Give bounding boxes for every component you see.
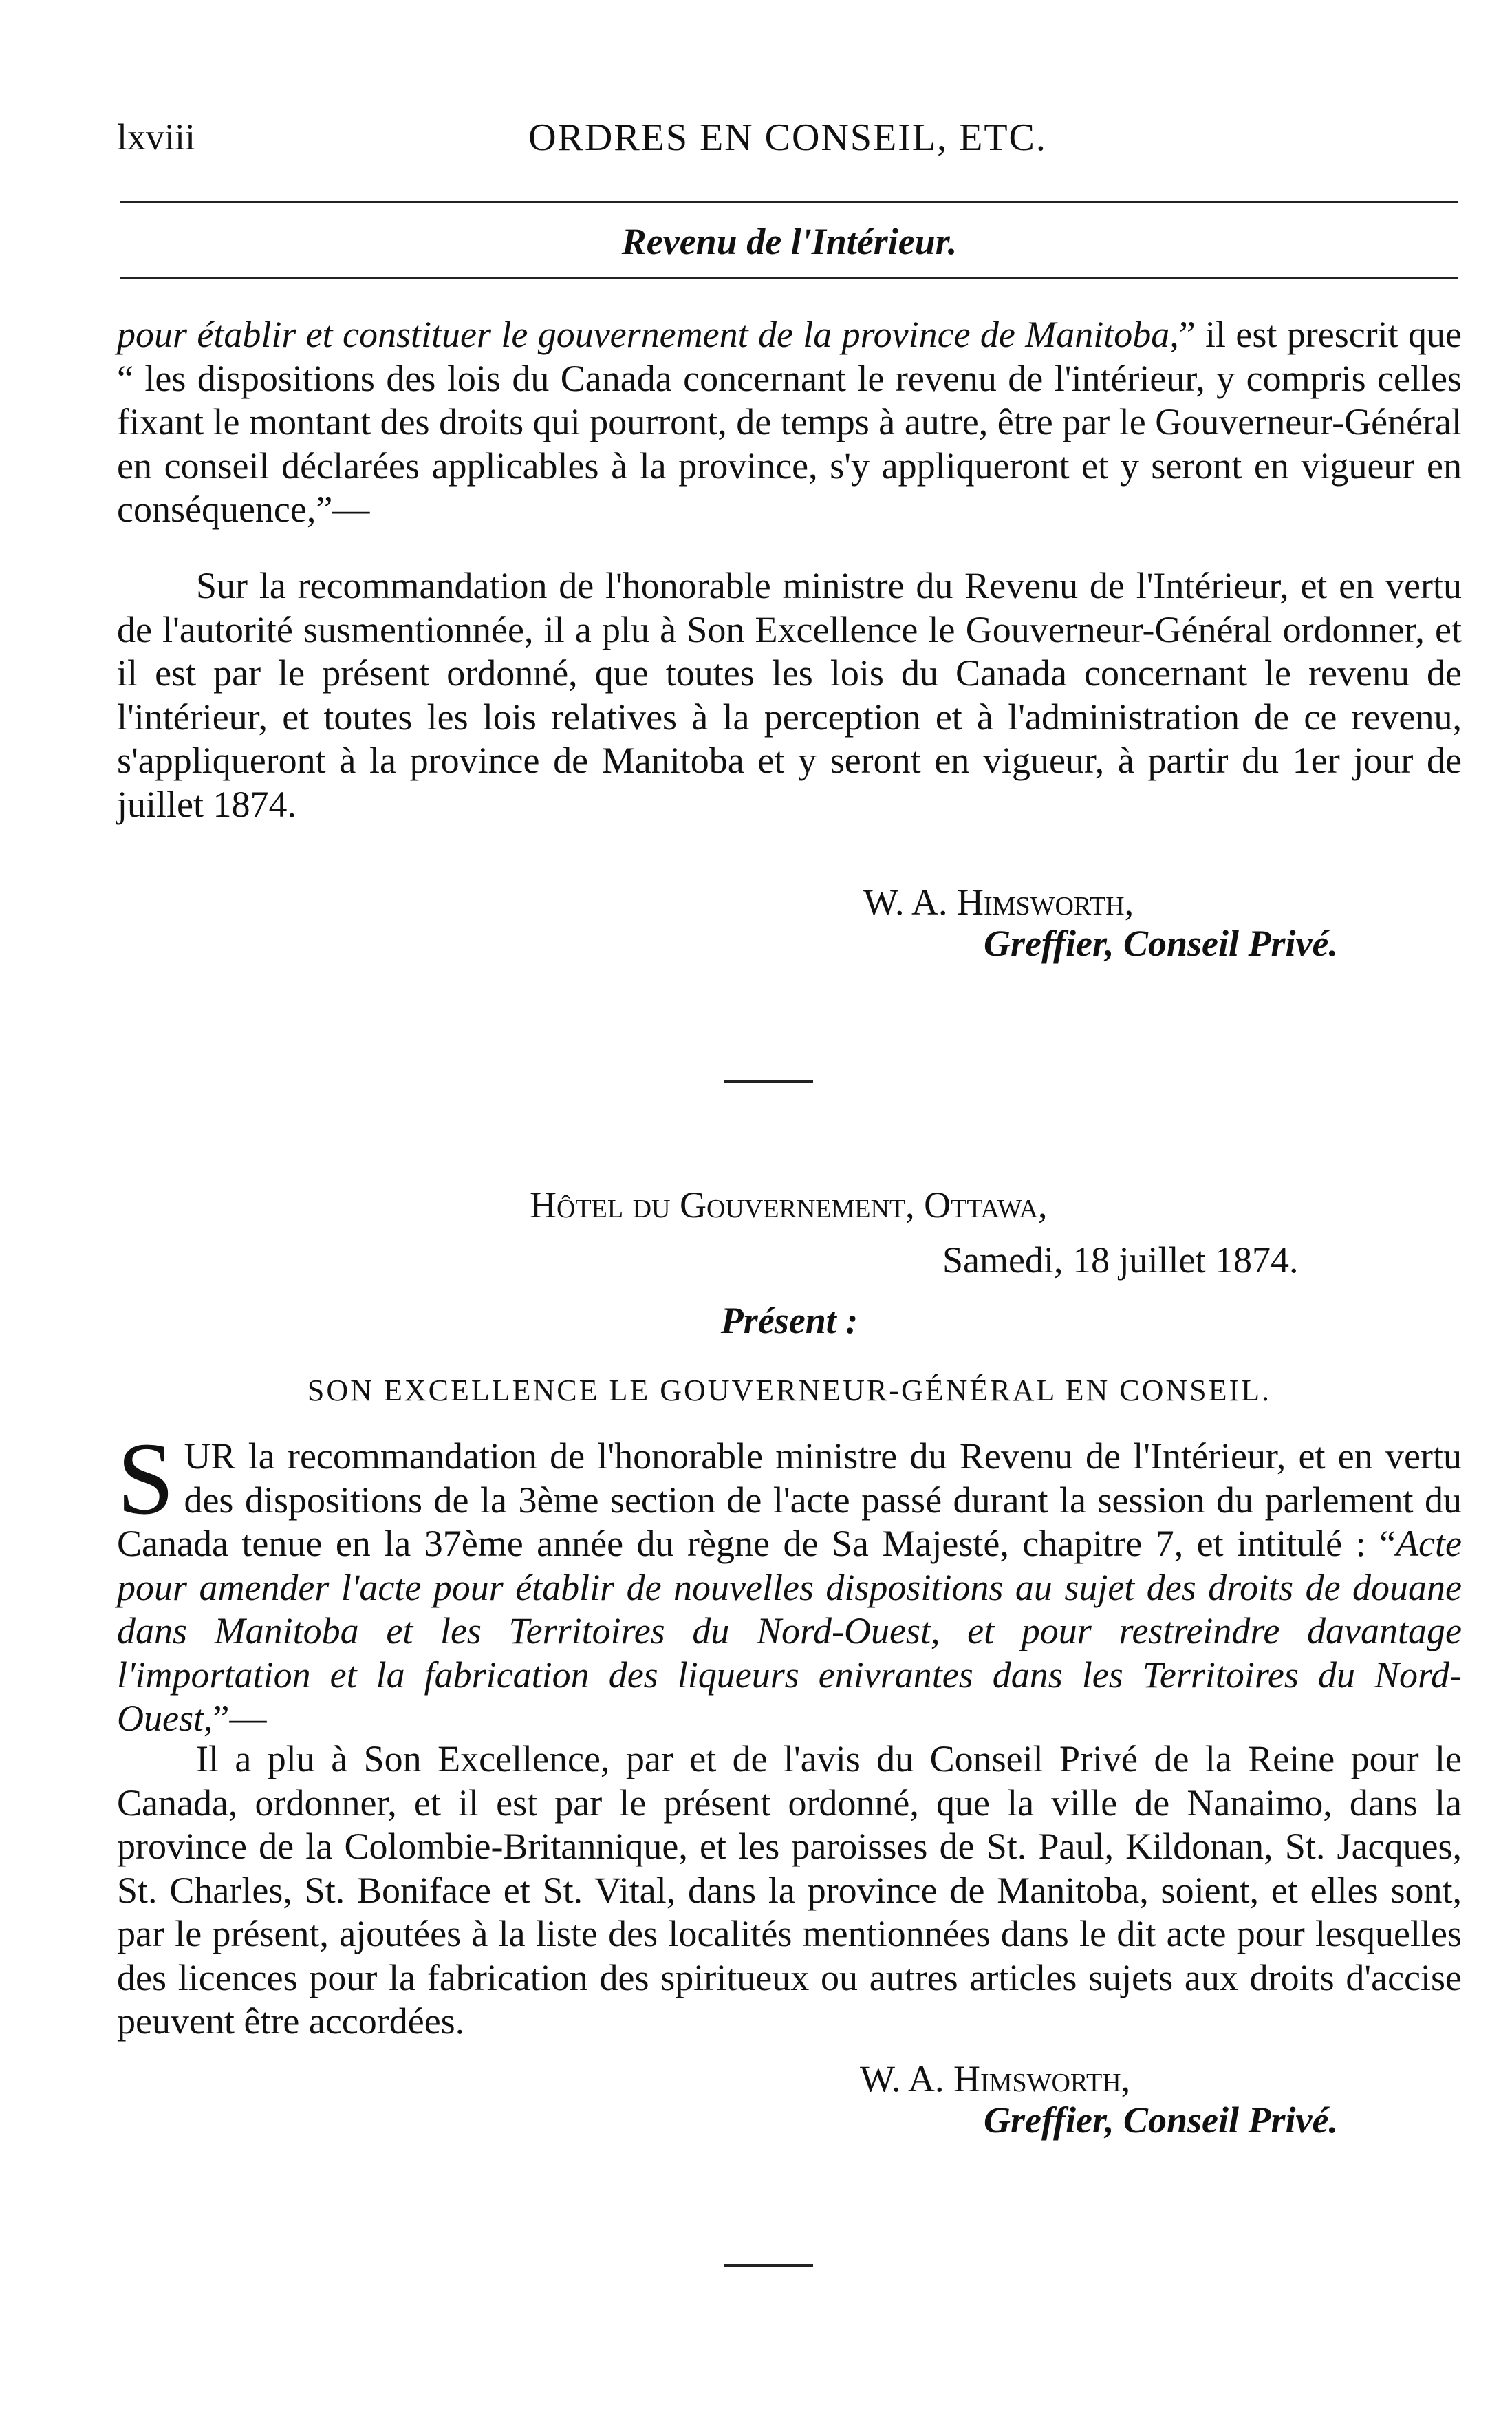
order2-paragraph-1 — [117, 1422, 1462, 1741]
order1-act-title: pour établir et constituer le gouvernement de la province de Manitoba, — [117, 314, 1179, 355]
section-divider — [724, 1080, 813, 1083]
order2-paragraph-2: Il a plu à Son Excellence, par et de l'avis du Conseil Privé de la Reine pour le Canada, ordonner, et il est par le présent ordonné, que la ville de Nanaimo, dans la province de la Colombie-Britannique, et les paroisses de St. Paul, Kildonan, St. Jacques, St. Charles, St. Boniface et St. Vital, dans la province de Manitoba, soient, et elles sont, par le présent, ajoutées à la liste des localités mentionnées dans le dit acte pour lesquelles des licences pour la fabrication des spiritueux ou autres articles sujets aux droits d'accise peuvent être accordées. — [117, 1738, 1462, 2042]
order2-paragraph-1-end: ”— — [213, 1698, 267, 1739]
running-header — [117, 116, 1458, 171]
order2-act-title: Acte pour amender l'acte pour établir de nouvelles dispositions au sujet des droits de douane dans Manitoba et les Territoires du Nord-Ouest, et pour restreindre davantage l'importation et la fabrication des liqueurs enivrantes dans les Territoires du Nord-Ouest, — [117, 1523, 1462, 1739]
order1-paragraph-1 — [117, 313, 1462, 532]
order2-paragraph-1-text: UR la recommandation de l'honorable ministre du Revenu de l'Intérieur, et en vertu des dispositions de la 3ème section de l'acte passé durant la session du parlement du Canada tenue en la 37ème année du règne de Sa Majesté, chapitre 7, et intitulé : “ — [117, 1435, 1462, 1564]
order2-signature-title: Greffier, Conseil Privé. — [984, 2099, 1338, 2141]
drop-cap: S — [117, 1422, 175, 1536]
order2-council-heading: SON EXCELLENCE LE GOUVERNEUR-GÉNÉRAL EN CONSEIL. — [307, 1373, 1272, 1407]
order1-signature-title: Greffier, Conseil Privé. — [984, 923, 1338, 964]
order2-present-heading: Présent : — [720, 1300, 858, 1341]
order2-date: Samedi, 18 juillet 1874. — [942, 1239, 1299, 1281]
order2-signature-name: W. A. Himsworth, — [860, 2058, 1131, 2099]
running-title: ORDRES EN CONSEIL, ETC. — [528, 116, 1047, 159]
order1-signature-name: W. A. Himsworth, — [863, 881, 1134, 923]
section-title: Revenu de l'Intérieur. — [621, 221, 958, 262]
end-divider — [724, 2264, 813, 2267]
order1-paragraph-2: Sur la recommandation de l'honorable ministre du Revenu de l'Intérieur, et en vertu de l'autorité susmentionnée, il a plu à Son Excellence le Gouverneur-Général ordonner, et il est par le présent ordonné, que toutes les lois du Canada concernant le revenu de l'intérieur, et toutes les lois relatives à la perception et à l'administration de ce revenu, s'appliqueront à la province de Manitoba et y seront en vigueur, à partir du 1er jour de juillet 1874. — [117, 565, 1462, 825]
page-number: lxviii — [117, 116, 196, 158]
order2-location: Hôtel du Gouvernement, Ottawa, — [530, 1184, 1048, 1226]
header-rule-top — [120, 201, 1458, 203]
header-rule-bottom — [120, 277, 1458, 279]
order1-paragraph-1-text: ” il est prescrit que “ les dispositions des lois du Canada concernant le revenu de l'intérieur, y compris celles fixant le montant des droits qui pourront, de temps à autre, être par le Gouverneur-Général en conseil déclarées applicables à la province, s'y appliqueront et y seront en vigueur en conséquence,”— — [117, 314, 1462, 530]
